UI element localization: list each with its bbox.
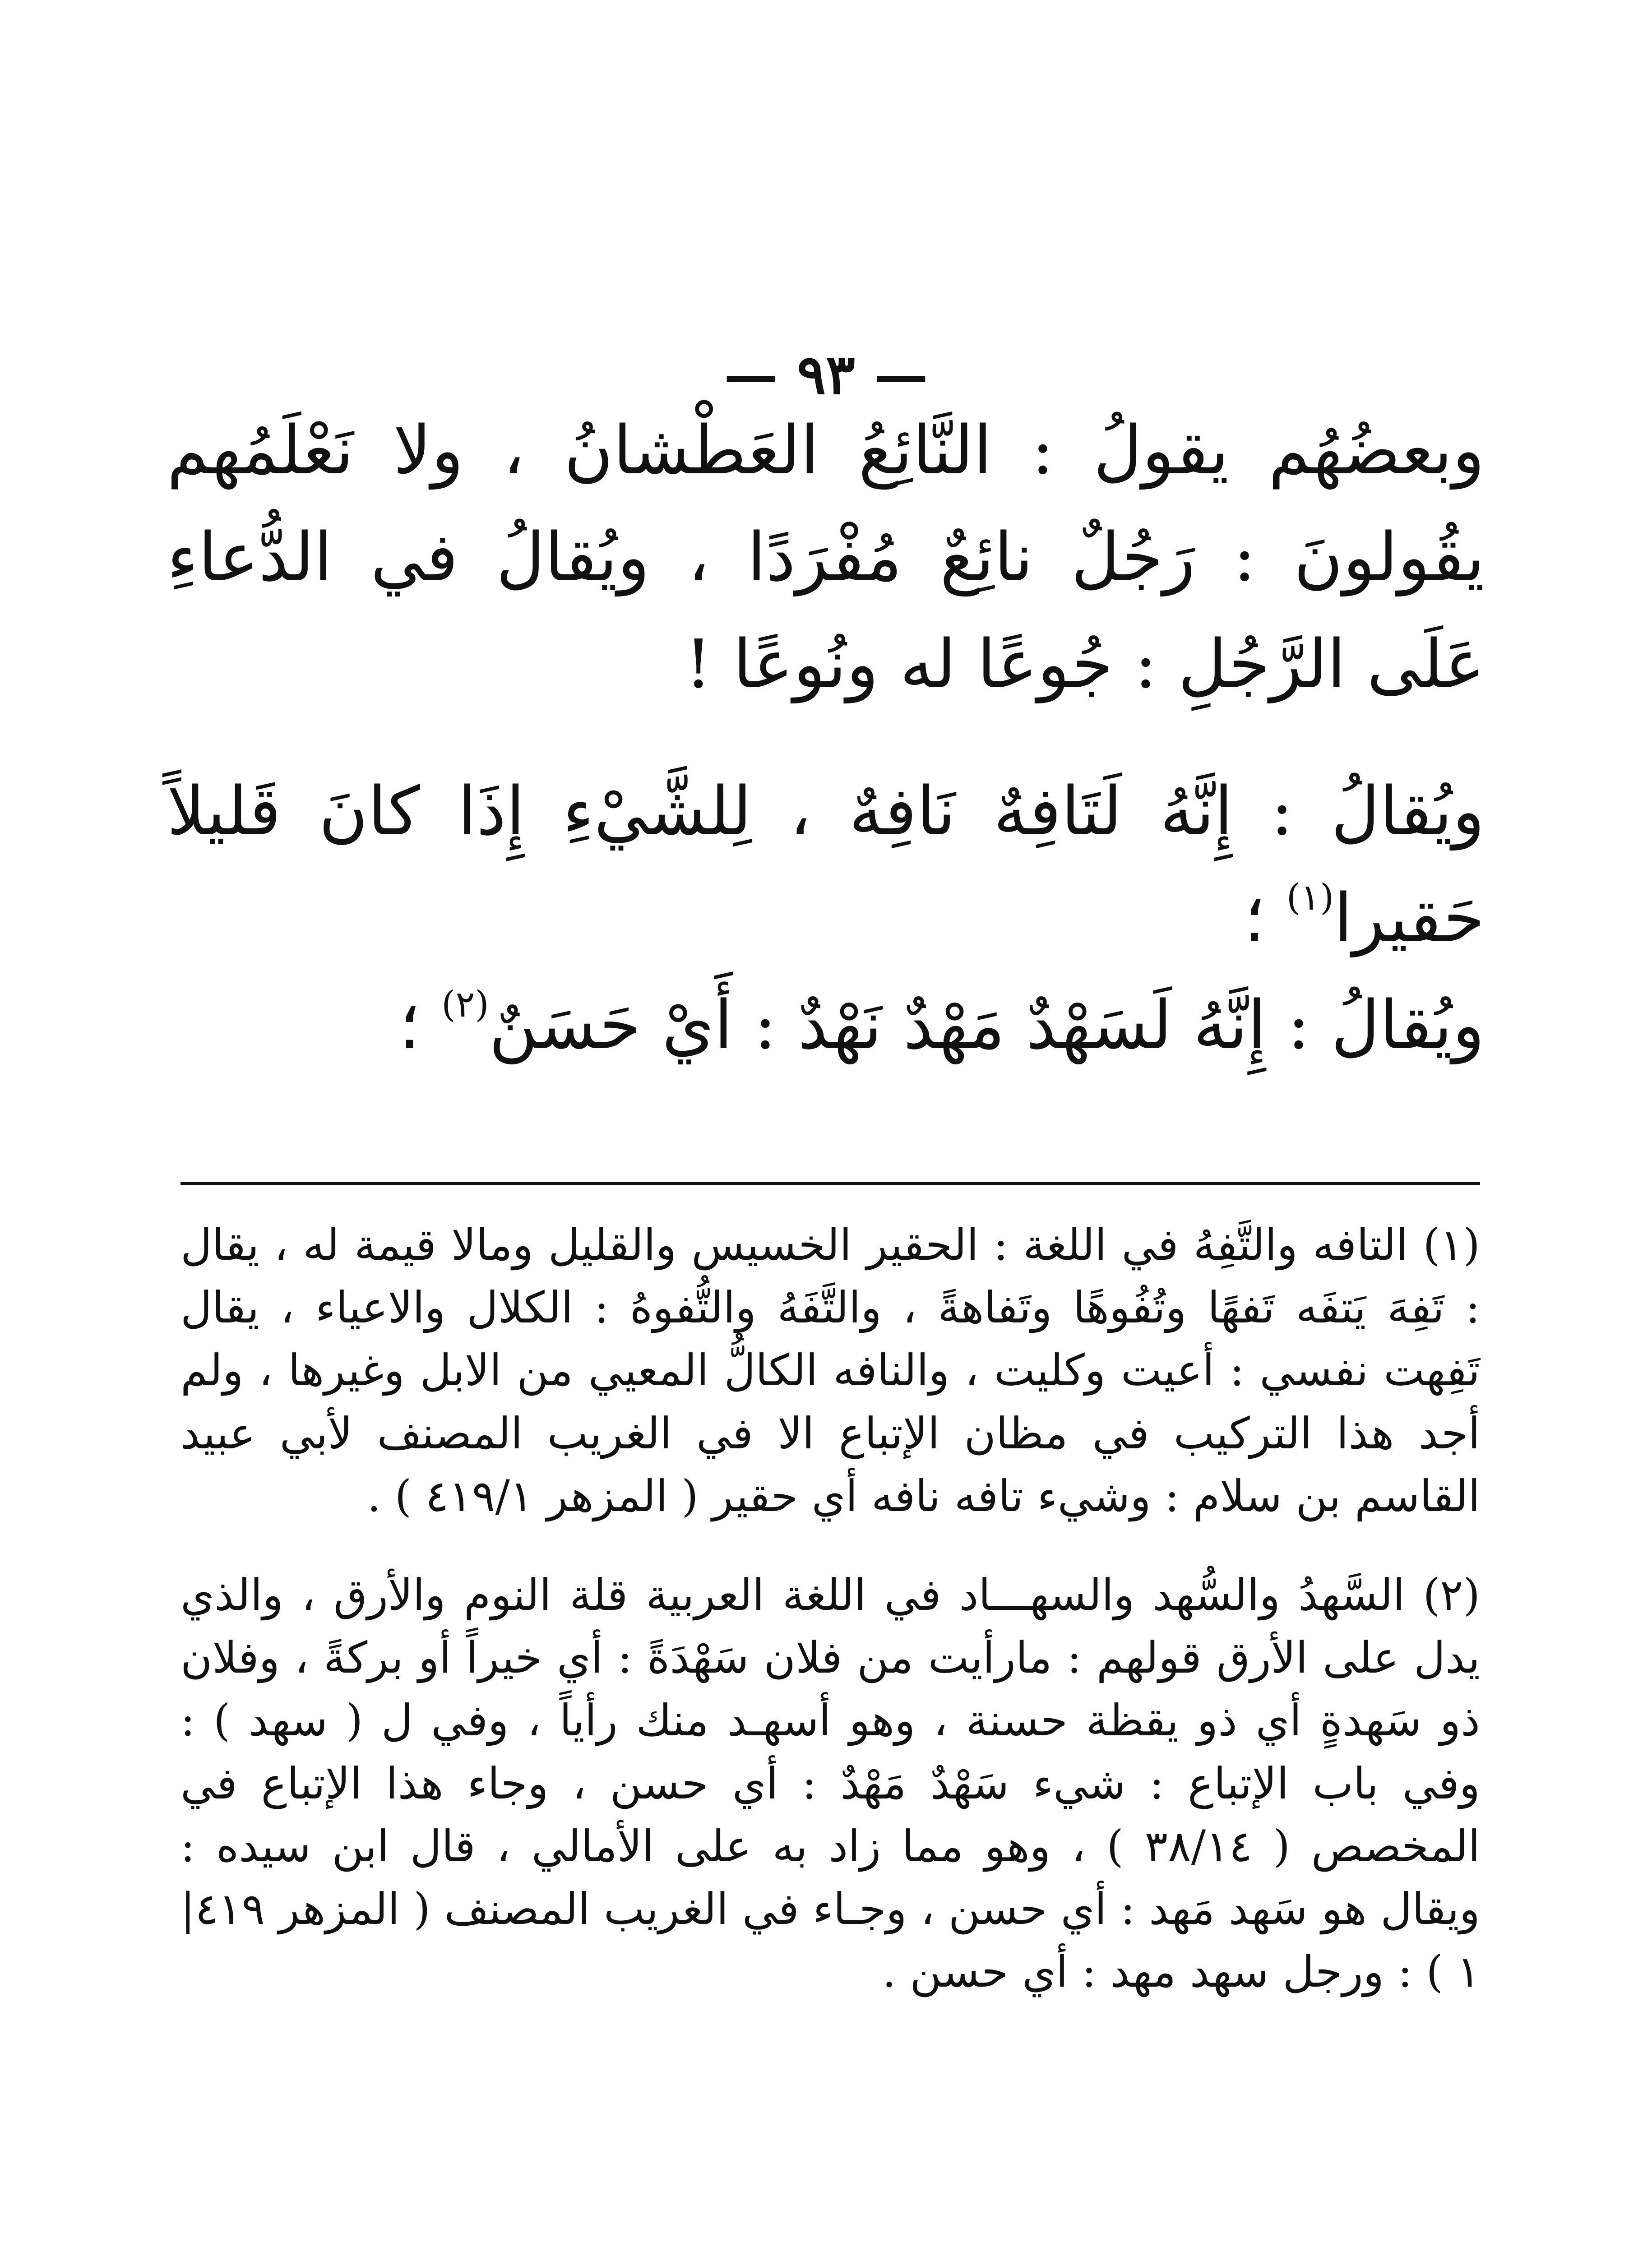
main-paragraph-2-text: ويُقالُ : إِنَّهُ لَتَافِهٌ نَافِهٌ ، لِلشَّيْءِ إِذَا كانَ قَليلاً حَقيرا <box>167 772 1485 957</box>
footnote-ref-1: (١) <box>1286 876 1334 919</box>
footnotes <box>180 1214 1480 2039</box>
page-number: — ٩٣ — <box>724 343 928 407</box>
footnote-2: (٢) السَّهدُ والسُّهد والسهـــاد في اللغة العربية قلة النوم والأرق ، والذي يدل على الأرق قولهم : مارأيت من فلان سَهْدَةً : أي خيراً أو بركةً ، وفلان ذو سَهدةٍ أي ذو يقظة حسنة ، وهو أسهـد منك رأياً ، وفي ل ( سهد ) : وفي باب الإتباع : شيء سَهْدٌ مَهْدٌ : أي حسن ، وجاء هذا الإتباع في المخصص ( ٣٨/١٤ ) ، وهو مما زاد به على الأمالي ، قال ابن سيده : ويقال هو سَهد مَهد : أي حسن ، وجـاء في الغريب المصنف ( المزهر ٤١٩|١ ) : ورجل سهد مهد : أي حسن . <box>180 1569 1481 1997</box>
footnote-1: (١) التافه والتَّفِهُ في اللغة : الحقير الخسيس والقليل ومالا قيمة له ، يقال : تَفِهَ يَتفَه تَفهًا وتُفُوهًا وتَفاهةً ، والتَّفَهُ والتُّفوهُ : الكلال والاعياء ، يقال تَفِهت نفسي : أعيت وكليت ، والنافه الكالُّ المعيي من الابل وغيرها ، ولم أجد هذا التركيب في مظان الإتباع الا في الغريب المصنف لأبي عبيد القاسم بن سلام : وشيء تافه نافه أي حقير ( المزهر ٤١٩/١ ) . <box>180 1220 1480 1521</box>
main-paragraph-2-end: ؛ <box>1244 879 1286 957</box>
main-paragraph-1: وبعضُهُم يقولُ : النَّائِعُ العَطْشانُ ، ولا نَعْلَمُهم يقُولونَ : رَجُلٌ نائِعٌ مُفْرَدًا ، ويُقالُ في الدُّعاءِ عَلَى الرَّجُلِ : جُوعًا له ونُوعًا ! <box>167 411 1485 703</box>
main-text <box>167 397 1485 1079</box>
footnote-ref-2: (٢) <box>441 983 489 1025</box>
main-paragraph-3 <box>167 972 1485 1079</box>
footnote-divider <box>180 1182 1480 1185</box>
main-paragraph-2 <box>167 758 1485 972</box>
main-paragraph-3-end: ؛ <box>399 986 442 1064</box>
main-paragraph-3-text: ويُقالُ : إِنَّهُ لَسَهْدٌ مَهْدٌ نَهْدٌ : أَيْ حَسَنٌ <box>489 986 1485 1064</box>
